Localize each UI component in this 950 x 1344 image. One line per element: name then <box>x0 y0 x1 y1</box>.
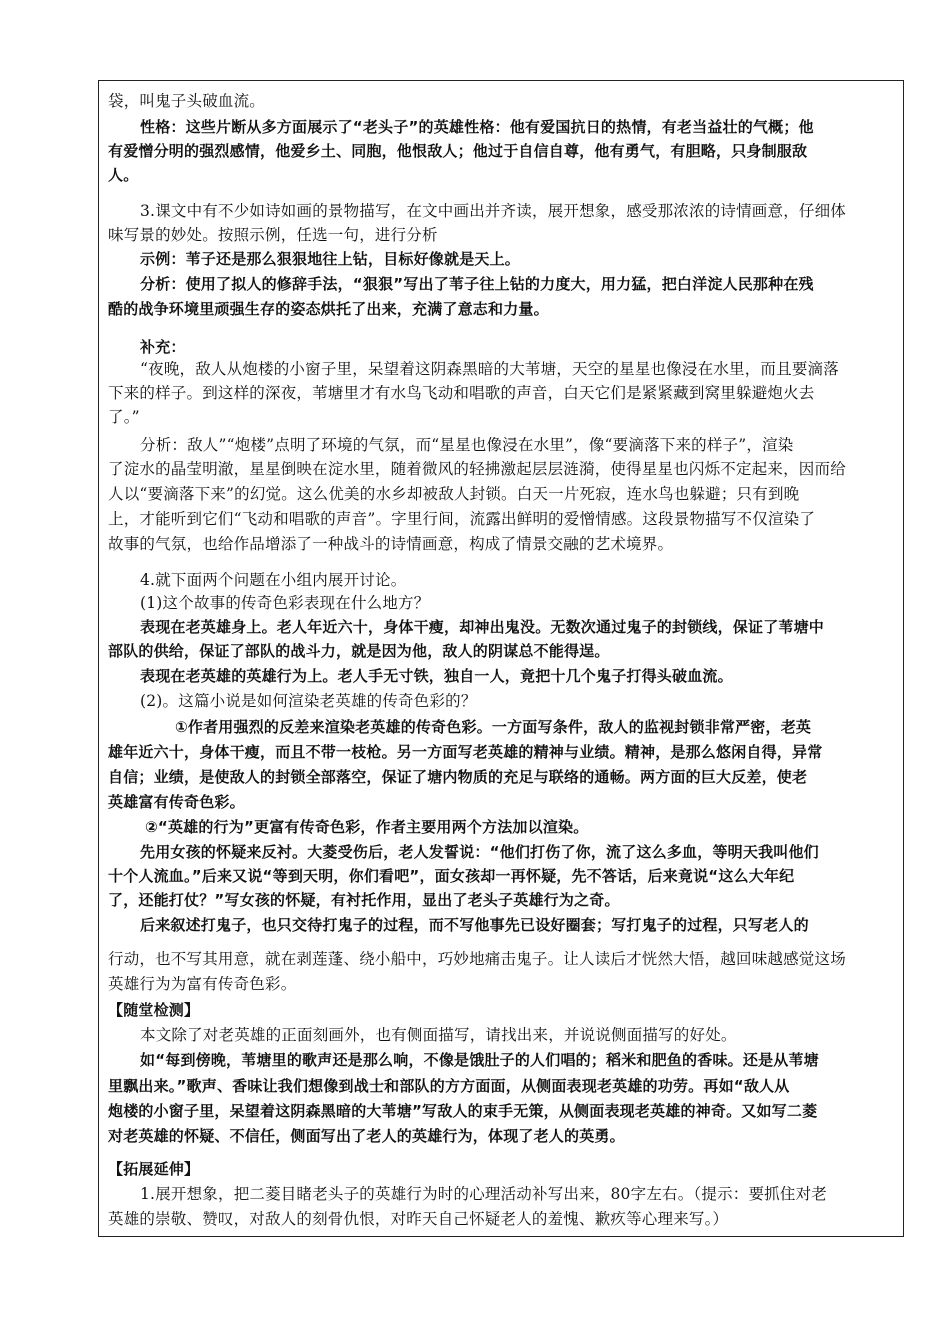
text-line: 自信；业绩，是使敌人的封锁全部落空，保证了塘内物质的充足与联络的通畅。两方面的巨大反差，使老 <box>108 768 808 786</box>
text-line: 有爱憎分明的强烈感情，他爱乡土、同胞，他恨敌人；他过于自信自尊，他有勇气，有胆略，只身制服敌 <box>108 142 808 160</box>
text-line: 先用女孩的怀疑来反衬。大菱受伤后，老人发誓说：“他们打伤了你，流了这么多血，等明天我叫他们 <box>140 843 819 861</box>
text-line: 分析：使用了拟人的修辞手法，“狠狠”写出了苇子往上钻的力度大，用力猛，把白洋淀人民那种在残 <box>140 275 814 293</box>
text-line: 后来叙述打鬼子，也只交待打鬼子的过程，而不写他事先已设好圈套；写打鬼子的过程，只写老人的 <box>140 916 809 934</box>
text-line: 表现在老英雄的英雄行为上。老人手无寸铁，独自一人，竟把十几个鬼子打得头破血流。 <box>140 667 733 685</box>
text-line: 1.展开想象，把二菱目睹老头子的英雄行为时的心理活动补写出来，80字左右。（提示：要抓住对老 <box>140 1185 827 1203</box>
text-line: 英雄富有传奇色彩。 <box>108 793 245 811</box>
text-line: 对老英雄的怀疑、不信任，侧面写出了老人的英雄行为，体现了老人的英勇。 <box>108 1127 625 1145</box>
section-heading: 【随堂检测】 <box>108 1001 200 1019</box>
section-heading: 【拓展延伸】 <box>108 1160 200 1178</box>
text-line: ②“英雄的行为”更富有传奇色彩，作者主要用两个方法加以渲染。 <box>145 818 589 836</box>
text-line: (1)这个故事的传奇色彩表现在什么地方？ <box>140 594 430 612</box>
text-line: 分析：敌人”“炮楼”点明了环境的气氛，而“星星也像浸在水里”，像“要滴落下来的样子”，渲染 <box>140 436 794 454</box>
text-line: 人以“要滴落下来”的幻觉。这么优美的水乡却被敌人封锁。白天一片死寂，连水鸟也躲避；只有到晚 <box>108 485 800 503</box>
text-line: 上，才能听到它们“飞动和唱歌的声音”。字里行间，流露出鲜明的爱憎情感。这段景物描写不仅渲染了 <box>108 510 816 528</box>
text-line: “夜晚，敌人从炮楼的小窗子里，呆望着这阴森黑暗的大苇塘，天空的星星也像浸在水里，而且要滴落 <box>140 360 839 378</box>
text-line: 英雄行为为富有传奇色彩。 <box>108 975 297 993</box>
text-line: 表现在老英雄身上。老人年近六十，身体干瘦，却神出鬼没。无数次通过鬼子的封锁线，保证了苇塘中 <box>140 618 825 636</box>
text-line: 雄年近六十，身体干瘦，而且不带一枝枪。另一方面写老英雄的精神与业绩。精神，是那么悠闲自得，异常 <box>108 743 823 761</box>
text-line: 里飘出来。”歌声、香味让我们想像到战士和部队的方方面面，从侧面表现老英雄的功劳。再如“敌人从 <box>108 1077 790 1095</box>
text-line: 部队的供给，保证了部队的战斗力，就是因为他，敌人的阴谋总不能得逞。 <box>108 642 610 660</box>
text-line: 补充： <box>140 338 186 356</box>
text-line: 酷的战争环境里顽强生存的姿态烘托了出来，充满了意志和力量。 <box>108 300 549 318</box>
text-line: 示例：苇子还是那么狠狠地往上钻，目标好像就是天上。 <box>140 250 521 268</box>
text-line: 下来的样子。到这样的深夜，苇塘里才有水鸟飞动和唱歌的声音，白天它们是紧紧藏到窝里躲避炮火去 <box>108 384 815 402</box>
text-line: 人。 <box>108 166 139 184</box>
text-line: 十个人流血。”后来又说“等到天明，你们看吧”，面女孩却一再怀疑，先不答话，后来竟说“这么大年纪 <box>108 867 795 885</box>
text-line: (2)。这篇小说是如何渲染老英雄的传奇色彩的？ <box>140 692 477 710</box>
text-line: 性格：这些片断从多方面展示了“老头子”的英雄性格：他有爱国抗日的热情，有老当益壮的气概；他 <box>140 118 814 136</box>
text-line: 炮楼的小窗子里，呆望着这阴森黑暗的大苇塘”写敌人的束手无策，从侧面表现老英雄的神奇。又如写二菱 <box>108 1102 818 1120</box>
text-line: 行动，也不写其用意，就在剥莲蓬、绕小船中，巧妙地痛击鬼子。让人读后才恍然大悟，越回味越感觉这场 <box>108 950 846 968</box>
text-line: 本文除了对老英雄的正面刻画外，也有侧面描写，请找出来，并说说侧面描写的好处。 <box>140 1026 737 1044</box>
text-line: 味写景的妙处。按照示例，任选一句，进行分析 <box>108 226 438 244</box>
text-line: 故事的气氛，也给作品增添了一种战斗的诗情画意，构成了情景交融的艺术境界。 <box>108 535 674 553</box>
text-line: 4.就下面两个问题在小组内展开讨论。 <box>140 571 407 589</box>
text-line: 3.课文中有不少如诗如画的景物描写，在文中画出并齐读，展开想象，感受那浓浓的诗情画意，仔细体 <box>140 202 846 220</box>
text-line: 如“每到傍晚，苇塘里的歌声还是那么响，不像是饿肚子的人们唱的；稻米和肥鱼的香味。还是从苇塘 <box>140 1051 819 1069</box>
text-line: 了，还能打仗？”写女孩的怀疑，有衬托作用，显出了老头子英雄行为之奇。 <box>108 891 620 909</box>
text-line: ①作者用强烈的反差来渲染老英雄的传奇色彩。一方面写条件，敌人的监视封锁非常严密，老英 <box>175 718 812 736</box>
text-line: 英雄的崇敬、赞叹，对敌人的刻骨仇恨，对昨天自己怀疑老人的羞愧、歉疚等心理来写。） <box>108 1210 729 1228</box>
text-line: 袋，叫鬼子头破血流。 <box>108 92 266 110</box>
text-line: 了淀水的晶莹明澈，星星倒映在淀水里，随着微风的轻拂激起层层涟漪，使得星星也闪烁不定起来，因而给 <box>108 460 846 478</box>
text-line: 了。” <box>108 408 140 426</box>
